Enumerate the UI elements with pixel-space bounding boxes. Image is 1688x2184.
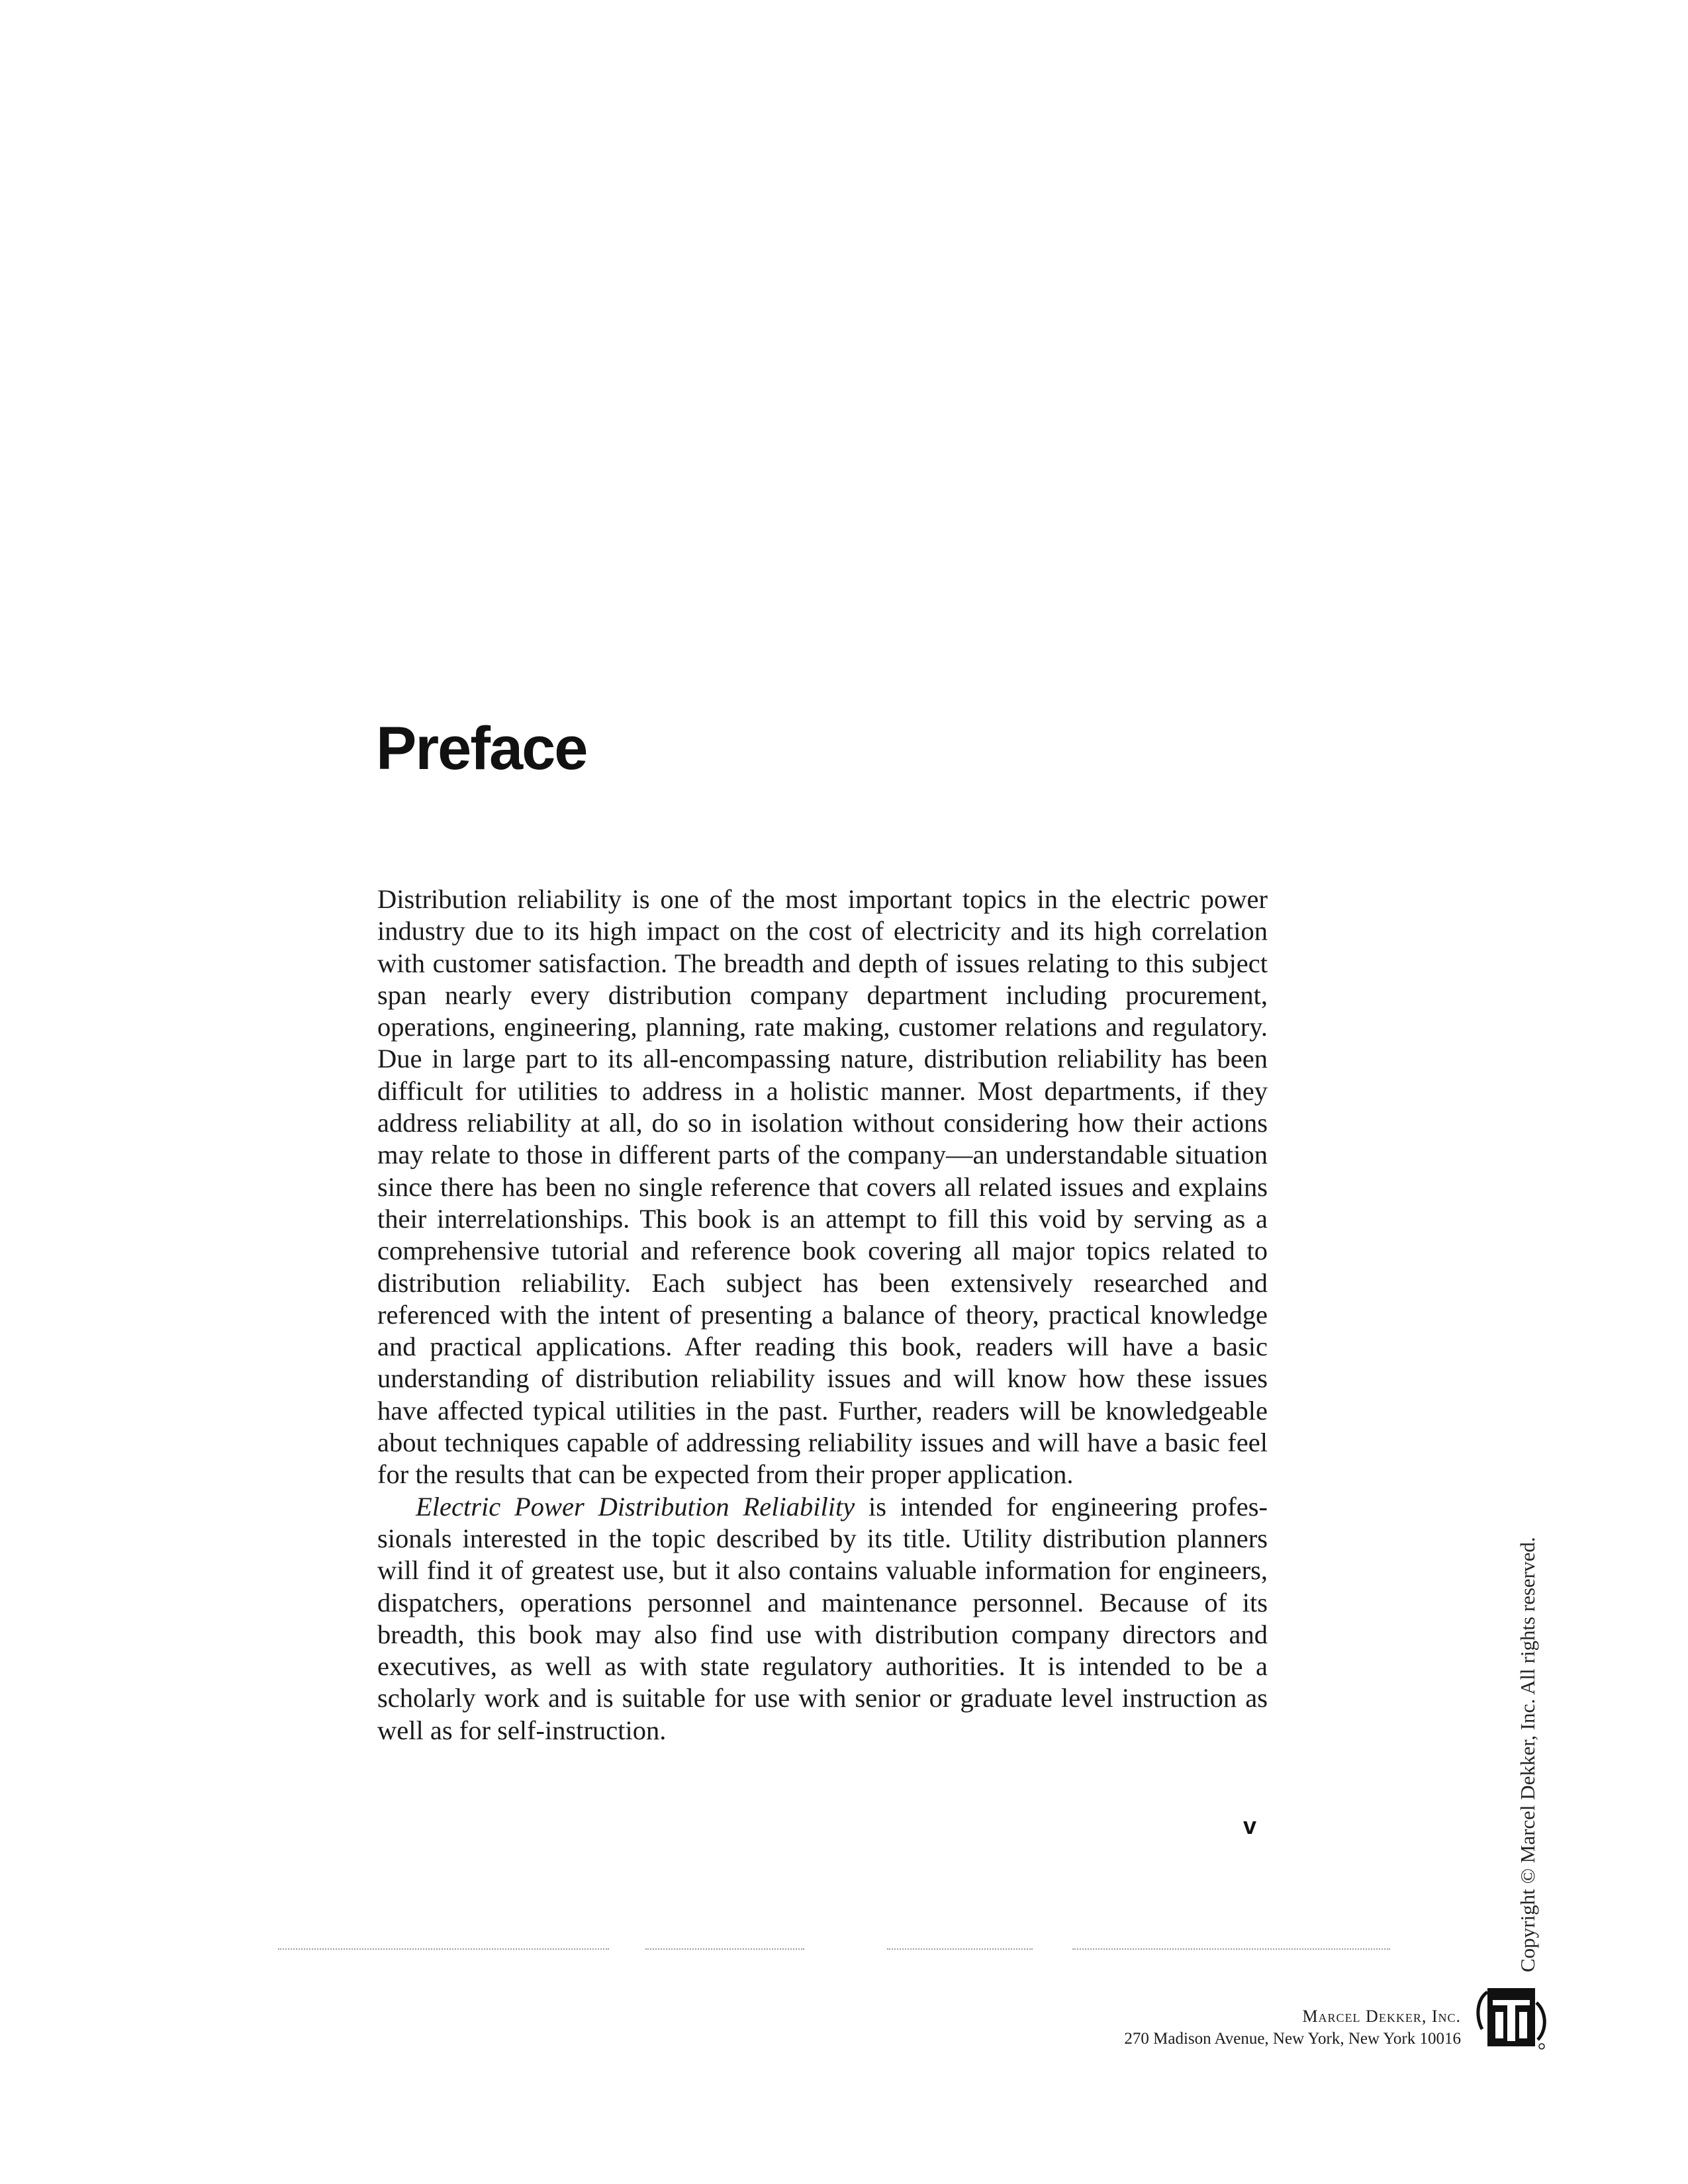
publisher-address: 270 Madison Avenue, New York, New York 10016 — [1124, 2030, 1461, 2048]
paragraph-1: Distribution reliability is one of the most important topics in the electric power industry due to its high impact on the cost of electricity and its high correlation with customer satisfaction. The breadth and depth of issues relating to this subject span nearly every distribution company department including procurement, operations, engineering, planning, rate making, customer relations and regulatory. Due in large part to its all-encompassing nature, distribution reliability has been difficult for utilities to address in a holistic manner. Most departments, if they address reliability at all, do so in isolation without considering how their actions may relate to those in different parts of the company—an understandable situation since there has been no single reference that covers all related issues and explains their interrelationships. This book is an attempt to fill this void by serving as a comprehensive tutorial and reference book covering all major topics related to distribution reliability. Each subject has been extensively researched and referenced with the intent of presenting a balance of theory, practical knowledge and practical applications. After reading this book, readers will have a basic understanding of distribution reliability issues and will know how these issues have affected typical utilities in the past. Further, readers will be knowledgeable about techniques capable of addressing reliability issues and will have a basic feel for the results that can be expected from their proper application. — [377, 884, 1268, 1490]
copyright-notice: Copyright © Marcel Dekker, Inc. All rights reserved. — [1516, 1537, 1539, 1972]
scan-artifact-line — [278, 1948, 609, 1950]
page-number: v — [1243, 1812, 1257, 1839]
page-title: Preface — [376, 715, 587, 782]
scan-artifact-line — [1072, 1948, 1390, 1950]
scan-artifact-line — [887, 1948, 1033, 1950]
publisher-imprint — [1124, 2005, 1461, 2050]
book-title-italic: Electric Power Distribution Reliability — [416, 1491, 855, 1522]
preface-body — [377, 884, 1268, 1747]
publisher-name: Marcel Dekker, Inc. — [1302, 2007, 1461, 2026]
paragraph-2 — [377, 1491, 1268, 1747]
publisher-logo-icon — [1473, 1983, 1551, 2052]
scan-artifact-line — [645, 1948, 804, 1950]
paragraph-2-text: is intended for engineering professionals interested in the topic described by its title. Utility distribution planners will find it of greatest use, but it also contains valuable information for engineers, dispatchers, operations personnel and maintenance personnel. Because of its breadth, this book may also find use with distribution company directors and executives, as well as with state regulatory authorities. It is intended to be a scholarly work and is suitable for use with senior or graduate level instruction as well as for self-instruction. — [377, 1491, 1268, 1745]
